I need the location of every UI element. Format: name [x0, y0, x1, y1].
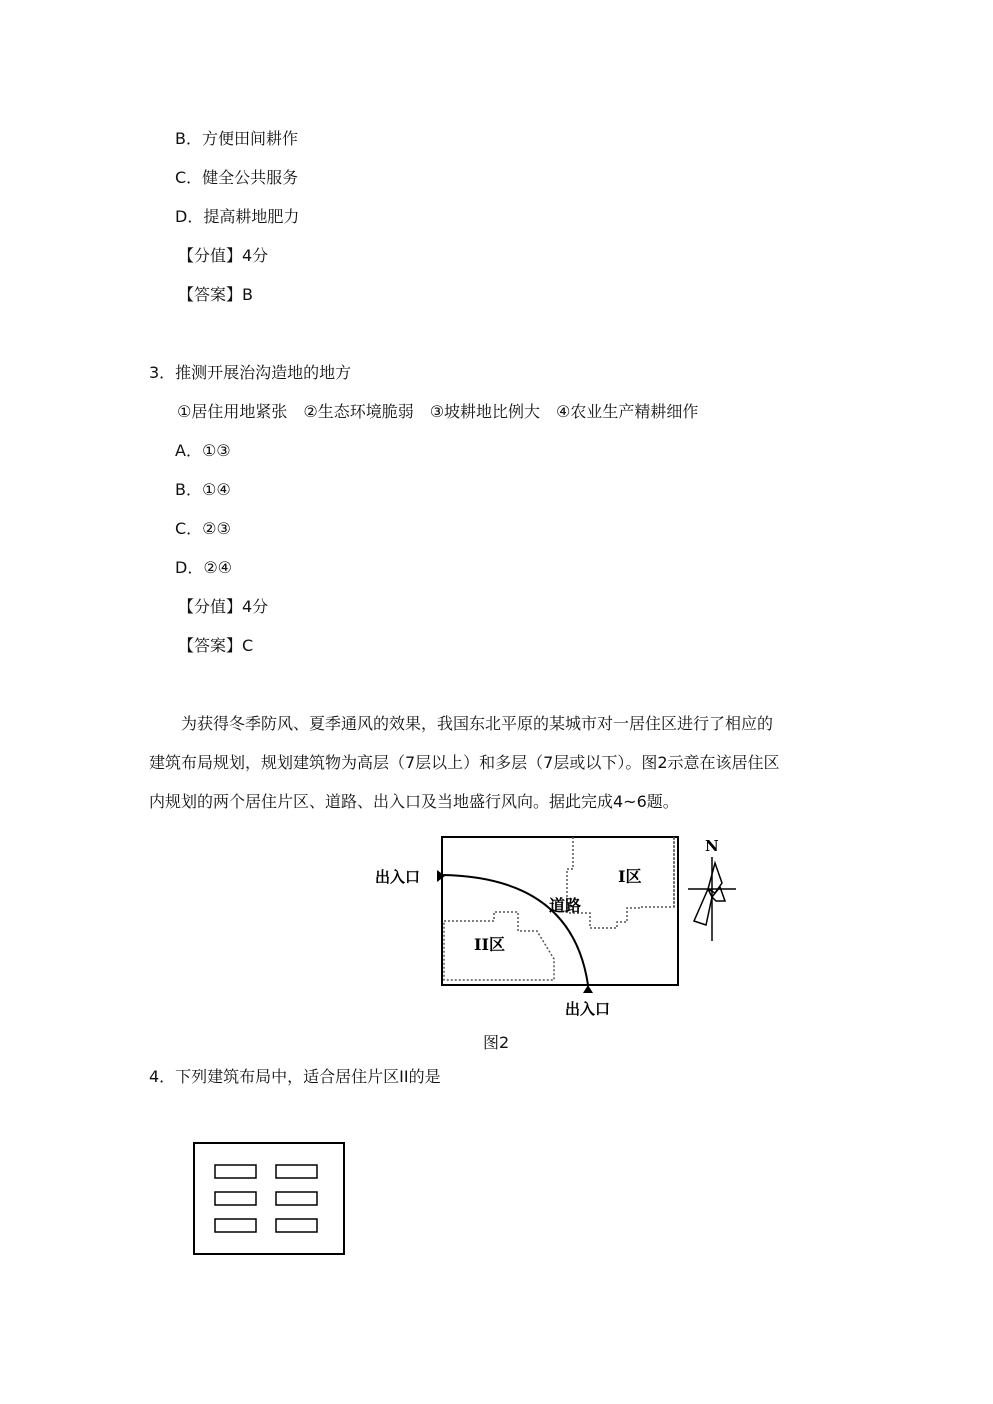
q3-stem: 3．推测开展治沟造地的地方 — [149, 363, 352, 382]
q4-stem: 4．下列建筑布局中，适合居住片区II的是 — [149, 1067, 441, 1086]
road-label: 道路 — [549, 896, 582, 915]
q2-option-b — [175, 128, 298, 150]
option-letter: C — [175, 168, 187, 187]
building-block — [215, 1219, 256, 1232]
q3-option-d — [175, 557, 232, 579]
zone-2-label: II区 — [474, 935, 505, 954]
figure-2-caption: 图2 — [483, 1033, 510, 1052]
north-label: N — [705, 837, 719, 855]
entrance-bottom-marker — [583, 985, 593, 993]
option-letter: A — [175, 441, 186, 460]
road-curve — [442, 875, 588, 985]
passage-line-2: 建筑布局规划，规划建筑物为高层（7层以上）和多层（7层或以下）。图2示意在该居住区 — [149, 753, 780, 772]
passage-line-1: 为获得冬季防风、夏季通风的效果，我国东北平原的某城市对一居住区进行了相应的 — [149, 714, 774, 733]
option-letter: C — [175, 519, 187, 538]
option-text: ．方便田间耕作 — [185, 129, 298, 148]
q3-answer: 【答案】C — [178, 636, 254, 655]
q2-option-d — [175, 206, 299, 228]
q3-statements: ①居住用地紧张 ②生态环境脆弱 ③坡耕地比例大 ④农业生产精耕细作 — [177, 402, 699, 421]
building-block — [215, 1165, 256, 1178]
option-text: ．②③ — [186, 519, 231, 538]
building-block — [276, 1165, 317, 1178]
entrance-left-label: 出入口 — [375, 868, 421, 886]
building-block — [215, 1192, 256, 1205]
option-text: ．健全公共服务 — [186, 168, 299, 187]
passage-line-3: 内规划的两个居住片区、道路、出入口及当地盛行风向。据此完成4~6题。 — [149, 792, 679, 811]
q3-score: 【分值】4分 — [178, 597, 269, 616]
option-letter: D — [175, 558, 188, 577]
site-boundary — [194, 1143, 344, 1254]
figure-2-map — [360, 825, 760, 1025]
building-block — [276, 1192, 317, 1205]
option-text: ．提高耕地肥力 — [187, 207, 300, 226]
wind-rose-icon — [688, 857, 736, 941]
q3-option-c — [175, 518, 231, 540]
q2-option-c — [175, 167, 298, 189]
option-text: ．②④ — [187, 558, 233, 577]
option-text: ．①③ — [185, 441, 231, 460]
q4-option-a-layout-diagram — [193, 1142, 347, 1257]
building-block — [276, 1219, 317, 1232]
q3-option-b — [175, 479, 231, 501]
q2-score: 【分值】4分 — [178, 246, 269, 265]
option-letter: B — [175, 129, 186, 148]
q3-option-a — [175, 440, 231, 462]
option-letter: D — [175, 207, 188, 226]
entrance-bottom-label: 出入口 — [565, 1000, 611, 1018]
zone-1-label: I区 — [618, 867, 642, 886]
option-text: ．①④ — [185, 480, 231, 499]
q2-answer: 【答案】B — [178, 285, 253, 304]
option-letter: B — [175, 480, 186, 499]
